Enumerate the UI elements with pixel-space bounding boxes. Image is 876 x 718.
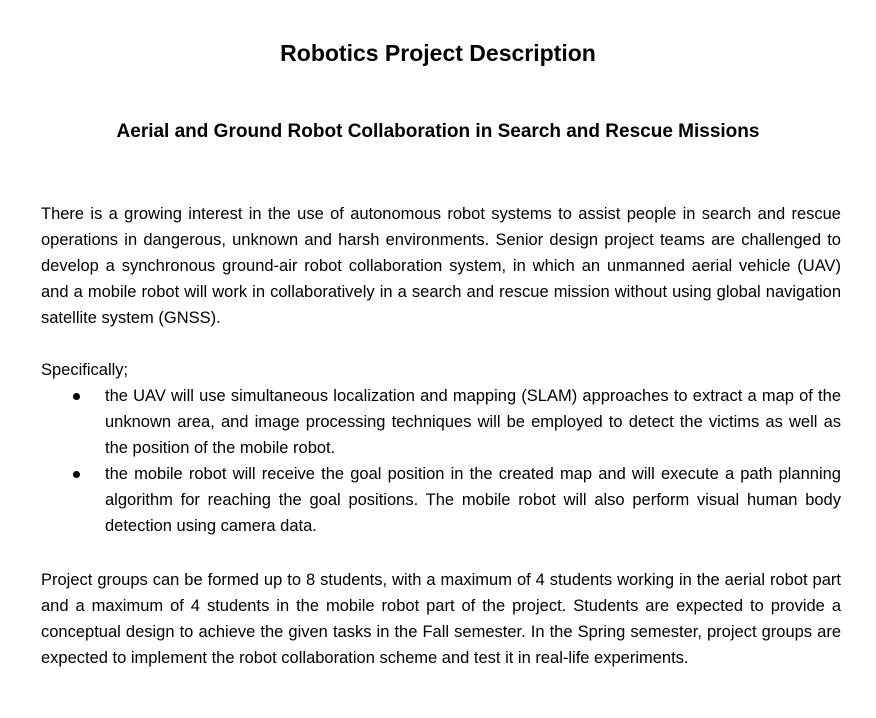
bullet-text-mobile-robot: the mobile robot will receive the goal position in the created map and will execute a path planning algorithm for reaching the goal positions. The mobile robot will also perform visual human body detection using camera data. [105,465,841,535]
task-bullet-list [41,383,841,539]
specifically-label: Specifically; [41,361,129,379]
bullet-item-mobile-robot [41,461,841,539]
page-title: Robotics Project Description [280,40,596,66]
bullet-item-uav [41,383,841,461]
bullet-dot-icon [73,393,80,400]
bullet-dot-icon [73,471,80,478]
bullet-text-uav: the UAV will use simultaneous localization and mapping (SLAM) approaches to extract a map of the unknown area, and image processing techniques will be employed to detect the victims as well as the position of the mobile robot. [105,387,841,457]
intro-paragraph: There is a growing interest in the use of autonomous robot systems to assist people in search and rescue operations in dangerous, unknown and harsh environments. Senior design project teams are challenged to develop a synchronous ground-air robot collaboration system, in which an unmanned aerial vehicle (UAV) and a mobile robot will work in collaboratively in a search and rescue mission without using global navigation satellite system (GNSS). [41,205,841,327]
project-subtitle: Aerial and Ground Robot Collaboration in Search and Rescue Missions [116,121,760,142]
closing-paragraph: Project groups can be formed up to 8 students, with a maximum of 4 students working in the aerial robot part and a maximum of 4 students in the mobile robot part of the project. Students are expected to provide a conceptual design to achieve the given tasks in the Fall semester. In the Spring semester, project groups are expected to implement the robot collaboration scheme and test it in real-life experiments. [41,571,841,667]
